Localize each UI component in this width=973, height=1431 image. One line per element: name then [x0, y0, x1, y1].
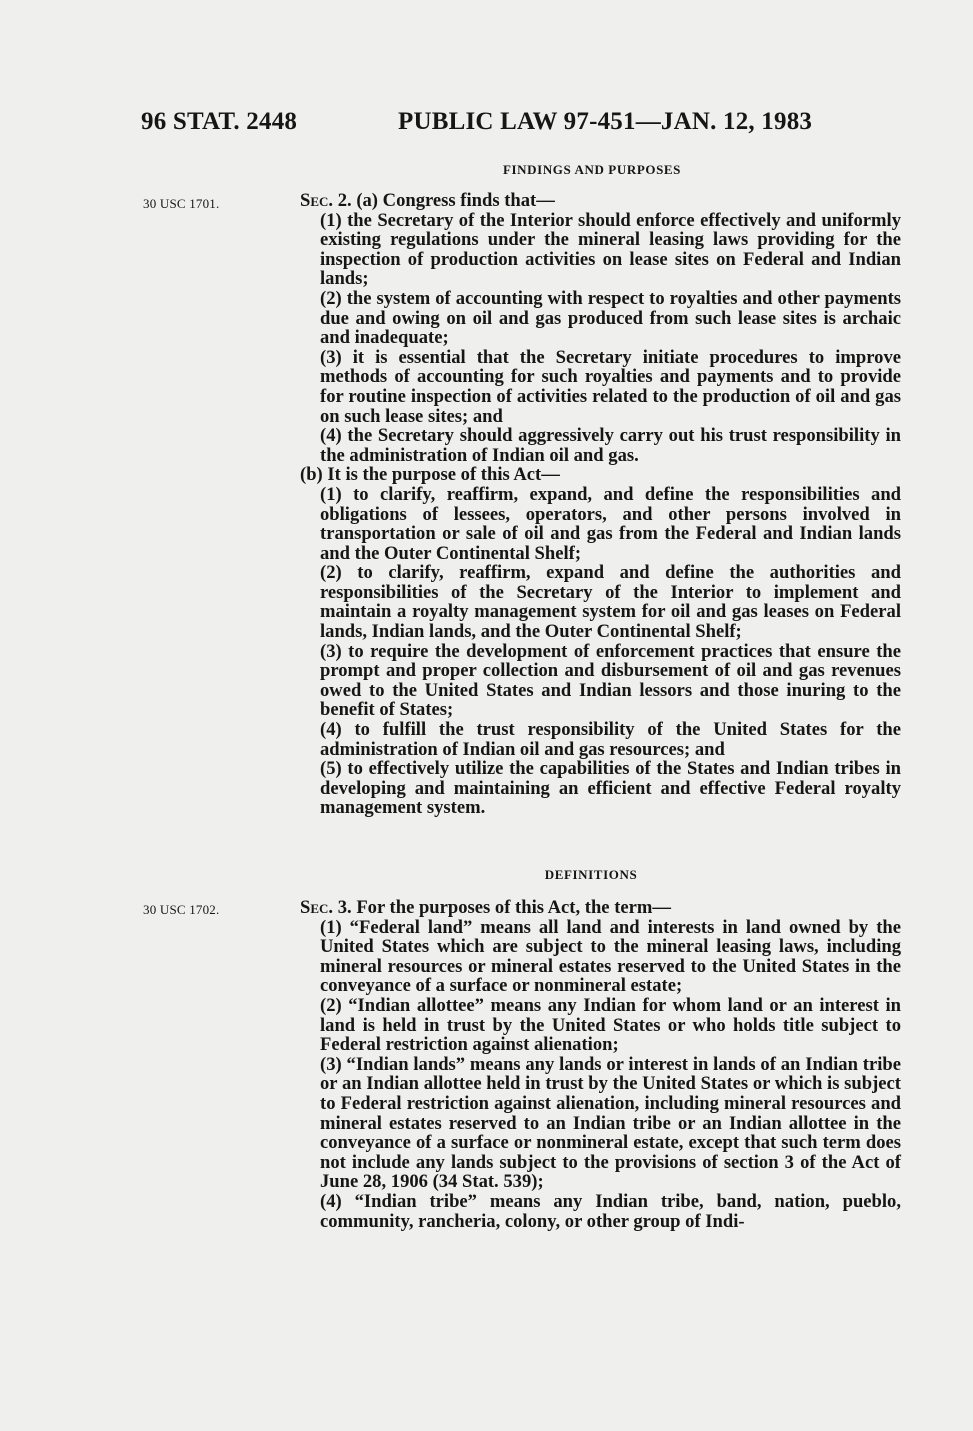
definitions-heading: DEFINITIONS: [544, 867, 638, 882]
definition-item: (2) “Indian allottee” means any Indian for whom land or an interest in land is held in trust by the United States or who holds title subject to Federal restriction against alienation;: [320, 994, 901, 1056]
margin-citation-1702: 30 USC 1702.: [143, 902, 220, 917]
purpose-item: (3) to require the development of enforcement practices that ensure the prompt and proper collection and disbursement of oil and gas revenues owed to the United States and Indian lessors and those inuring to the benefit of States;: [320, 640, 901, 721]
public-law-title: PUBLIC LAW 97-451—JAN. 12, 1983: [398, 108, 813, 135]
finding-item: (1) the Secretary of the Interior should enforce effectively and uniformly existing regulations under the mineral leasing laws providing for the inspection of production activities on lease sites on Federal and Indian lands;: [320, 209, 901, 290]
purpose-item: (5) to effectively utilize the capabilities of the States and Indian tribes in developing and maintaining an efficient and effective Federal royalty management system.: [320, 758, 901, 819]
findings-heading: FINDINGS AND PURPOSES: [502, 162, 681, 177]
section-2-intro: Sec. 2. (a) Congress finds that—: [300, 190, 555, 211]
finding-item: (4) the Secretary should aggressively carry out his trust responsibility in the administration of Indian oil and gas.: [320, 425, 901, 466]
definition-item: (1) “Federal land” means all land and interests in land owned by the United States which are subject to the mineral leasing laws, including mineral resources or mineral estates reserved to the United States in the conveyance of a surface or nonmineral estate;: [320, 916, 901, 997]
finding-item: (3) it is essential that the Secretary initiate procedures to improve methods of accounting for such royalties and payments and to provide for routine inspection of activities related to the production of oil and gas on such lease sites; and: [320, 346, 901, 427]
purpose-intro: (b) It is the purpose of this Act—: [300, 464, 560, 486]
stat-page-number: 96 STAT. 2448: [141, 108, 298, 135]
section-2-body: [300, 191, 901, 818]
section-3-intro: Sec. 3. For the purposes of this Act, the term—: [300, 897, 671, 918]
margin-citation-1701: 30 USC 1701.: [143, 196, 220, 211]
purpose-item: (4) to fulfill the trust responsibility of the United States for the administration of Indian oil and gas resources; and: [320, 719, 901, 760]
section-3-body: [300, 898, 901, 1231]
definition-item: (4) “Indian tribe” means any Indian tribe, band, nation, pueblo, community, rancheria, colony, or other group of Indi-: [320, 1190, 901, 1232]
purpose-item: (1) to clarify, reaffirm, expand, and define the responsibilities and obligations of lessees, operators, and other persons involved in transportation or sale of oil and gas from the Federal and Indian lands and the Outer Continental Shelf;: [320, 483, 901, 564]
purpose-item: (2) to clarify, reaffirm, expand and define the authorities and responsibilities of the Secretary of the Interior to implement and maintain a royalty management system for oil and gas leases on Federal lands, Indian lands, and the Outer Continental Shelf;: [320, 562, 901, 643]
finding-item: (2) the system of accounting with respect to royalties and other payments due and owing on oil and gas produced from such lease sites is archaic and inadequate;: [320, 287, 901, 349]
definition-item: (3) “Indian lands” means any lands or interest in lands of an Indian tribe or an Indian allottee held in trust by the United States or which is subject to Federal restriction against alienation, including mineral resources and mineral estates reserved to an Indian tribe or an Indian allottee in the conveyance of a surface or nonmineral estate, except that such term does not include any lands subject to the provisions of section 3 of the Act of June 28, 1906 (34 Stat. 539);: [320, 1053, 901, 1193]
